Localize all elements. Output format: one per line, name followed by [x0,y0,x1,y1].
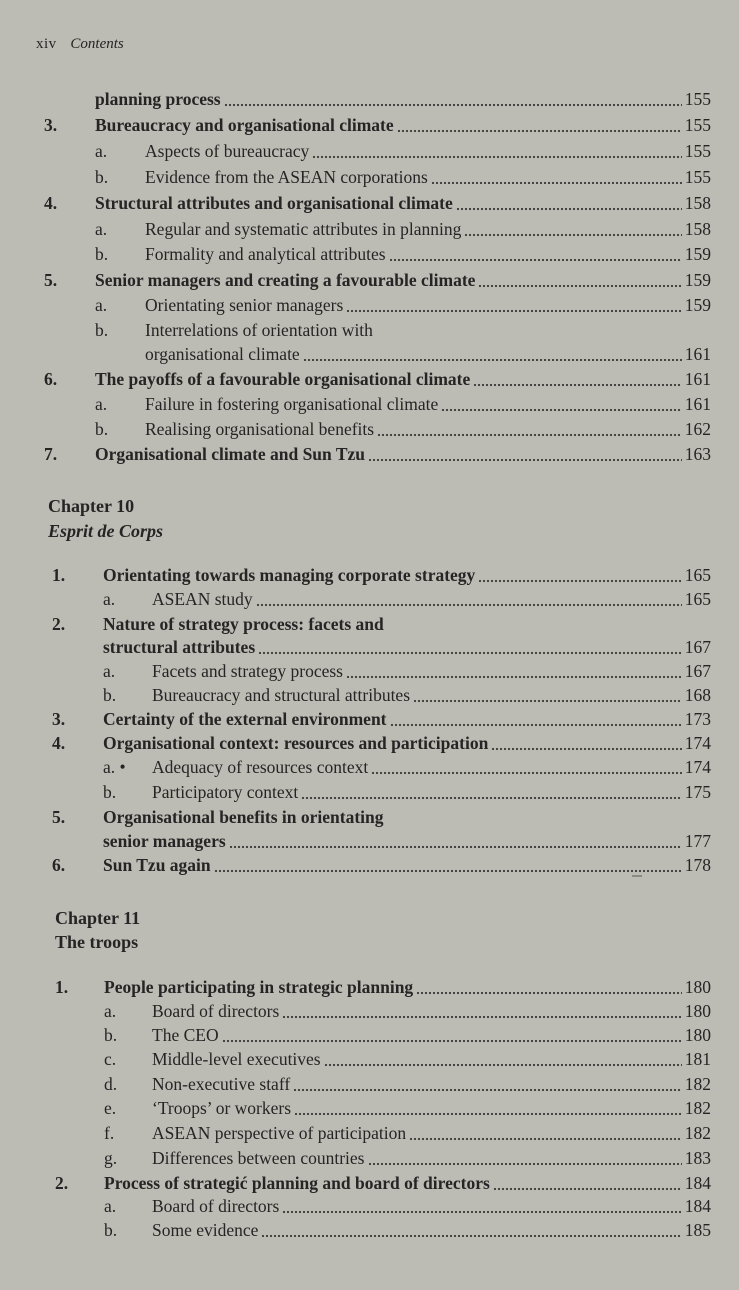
entry-number: a. [103,661,116,681]
entry-title: ASEAN study [152,589,253,609]
toc-entry [145,342,711,366]
entry-title: The payoffs of a favourable organisational climate [95,369,471,389]
entry-title: Aspects of bureaucracy [145,141,310,161]
entry-title: Middle-level executives [152,1049,321,1069]
entry-page-number: 174 [684,757,711,777]
entry-title: Senior managers and creating a favourable climate [95,270,476,290]
entry-page-number: 184 [684,1196,711,1216]
entry-number: 4. [52,733,66,753]
entry-number: 1. [52,565,66,585]
dot-leader [293,1086,682,1092]
entry-title: Evidence from the ASEAN corporations [145,167,428,187]
entry-page-number: 177 [684,831,711,851]
entry-page-number: 158 [684,193,711,213]
dot-leader [416,989,682,995]
entry-title: Non-executive staff [152,1074,291,1094]
toc-entry [103,659,711,683]
dot-leader [294,1110,682,1116]
toc-entry [103,829,711,853]
toc-entry [104,1146,711,1170]
entry-page-number: 165 [684,589,711,609]
entry-number: b. [103,685,117,705]
toc-entry [104,999,711,1023]
dot-leader [222,1037,682,1043]
toc-entry [44,442,711,466]
entry-title: Certainty of the external environment [103,709,387,729]
entry-title: Nature of strategy process: facets and [103,614,384,634]
entry-title: planning process [95,89,221,109]
entry-title: Orientating towards managing corporate strategy [103,565,476,585]
entry-title: ASEAN perspective of participation [152,1123,407,1143]
dot-leader [478,282,681,288]
toc-entry [52,563,711,587]
running-header [36,34,124,54]
entry-title: People participating in strategic planning [104,977,414,997]
entry-title: Differences between countries [152,1148,365,1168]
entry-title: Bureaucracy and structural attributes [152,685,411,705]
entry-page-number: 159 [684,244,711,264]
entry-number: a. [104,1001,117,1021]
entry-number: b. [103,782,117,802]
running-title: Contents [70,36,124,52]
dot-leader [493,1185,682,1191]
toc-entry [104,1047,711,1071]
entry-number: f. [104,1123,115,1143]
toc-entry [52,731,711,755]
dot-leader [256,601,682,607]
entry-number: b. [95,419,109,439]
dot-leader [431,179,682,185]
toc-entry [95,139,711,163]
toc-entry [44,367,711,391]
entry-page-number: 165 [684,565,711,585]
entry-title: senior managers [103,831,226,851]
dot-leader [282,1208,681,1214]
toc-entry [44,113,711,137]
dot-leader [301,794,681,800]
dot-leader [390,721,682,727]
entry-title: Bureaucracy and organisational climate [95,115,394,135]
entry-number: b. [104,1025,118,1045]
entry-page-number: 155 [684,89,711,109]
dot-leader [478,577,681,583]
toc-entry [95,318,711,342]
dot-leader [368,1160,682,1166]
entry-page-number: 155 [684,115,711,135]
entry-number: 7. [44,444,58,464]
entry-page-number: 161 [684,369,711,389]
entry-title: Board of directors [152,1001,280,1021]
entry-number: b. [95,167,109,187]
dot-leader [224,101,682,107]
toc-entry [104,1023,711,1047]
toc-entry [95,87,711,111]
entry-title: organisational climate [145,344,300,364]
dot-leader [346,307,681,313]
entry-number: 3. [44,115,58,135]
entry-number: e. [104,1098,117,1118]
toc-entry [95,165,711,189]
entry-number: a. [95,295,108,315]
entry-page-number: 168 [684,685,711,705]
entry-number: b. [104,1220,118,1240]
toc-entry [52,707,711,731]
dot-leader [346,673,682,679]
entry-page-number: 182 [684,1074,711,1094]
entry-title: Facets and strategy process [152,661,343,681]
entry-number: 4. [44,193,58,213]
entry-title: ‘Troops’ or workers [152,1098,292,1118]
toc-entry [95,392,711,416]
dot-leader [441,406,682,412]
entry-title: Adequacy of resources context [152,757,369,777]
entry-number: 5. [44,270,58,290]
entry-title: Organisational context: resources and participation [103,733,489,753]
entry-page-number: 180 [684,1025,711,1045]
dot-leader [377,431,682,437]
entry-number: 2. [52,614,66,634]
dot-leader [409,1135,682,1141]
toc-entry [104,1096,711,1120]
entry-page-number: 163 [684,444,711,464]
entry-number: b. [95,244,109,264]
chapter-10-heading: Chapter 10 [48,496,135,516]
entry-title: structural attributes [103,637,256,657]
toc-entry [95,293,711,317]
entry-page-number: 162 [684,419,711,439]
entry-number: a. • [103,757,126,777]
dot-leader [214,867,682,873]
toc-entry [95,417,711,441]
toc-entry [44,191,711,215]
entry-number: a. [95,141,108,161]
toc-entry [103,683,711,707]
dot-leader [368,456,682,462]
entry-number: 6. [52,855,66,875]
dot-leader [282,1013,681,1019]
entry-title: Organisational climate and Sun Tzu [95,444,366,464]
entry-page-number: 181 [684,1049,711,1069]
entry-number: a. [104,1196,117,1216]
dot-leader [473,381,681,387]
entry-page-number: 180 [684,1001,711,1021]
entry-number: a. [95,394,108,414]
toc-entry [95,217,711,241]
toc-entry [103,780,711,804]
toc-entry [44,268,711,292]
toc-entry [104,1218,711,1242]
entry-number: d. [104,1074,118,1094]
dot-leader [413,697,682,703]
entry-title: Realising organisational benefits [145,419,375,439]
entry-page-number: 173 [684,709,711,729]
dot-leader [312,153,682,159]
entry-number: 5. [52,807,66,827]
entry-number: 1. [55,977,69,997]
entry-page-number: 159 [684,295,711,315]
page-number: xiv [36,36,57,52]
entry-page-number: 178 [684,855,711,875]
dot-leader [371,769,682,775]
toc-entry [52,805,711,829]
entry-page-number: 175 [684,782,711,802]
entry-page-number: 161 [684,394,711,414]
entry-number: c. [104,1049,117,1069]
dot-leader [229,843,682,849]
entry-title: Sun Tzu again [103,855,211,875]
entry-page-number: 185 [684,1220,711,1240]
toc-entry [103,587,711,611]
entry-page-number: 182 [684,1098,711,1118]
entry-number: g. [104,1148,118,1168]
toc-entry [103,635,711,659]
entry-number: b. [95,320,109,340]
dot-leader [491,745,681,751]
toc-entry [104,1194,711,1218]
entry-page-number: 161 [684,344,711,364]
entry-page-number: 174 [684,733,711,753]
toc-entry [52,612,711,636]
entry-title: The CEO [152,1025,219,1045]
toc-entry [55,975,711,999]
entry-title: Orientating senior managers [145,295,344,315]
entry-number: 6. [44,369,58,389]
dot-leader [258,649,682,655]
entry-title: Some evidence [152,1220,259,1240]
dot-leader [397,127,682,133]
entry-number: 2. [55,1173,69,1193]
chapter-10-title: Esprit de Corps [48,521,164,541]
entry-page-number: 167 [684,661,711,681]
toc-entry [104,1072,711,1096]
entry-page-number: 155 [684,167,711,187]
dot-leader [324,1061,682,1067]
entry-title: Board of directors [152,1196,280,1216]
entry-title: Participatory context [152,782,299,802]
entry-page-number: 159 [684,270,711,290]
dot-leader [456,205,682,211]
entry-page-number: 182 [684,1123,711,1143]
entry-title: Formality and analytical attributes [145,244,386,264]
entry-page-number: 180 [684,977,711,997]
entry-page-number: 158 [684,219,711,239]
entry-page-number: 167 [684,637,711,657]
entry-number: a. [95,219,108,239]
toc-entry [104,1121,711,1145]
dot-leader [261,1232,681,1238]
entry-number: a. [103,589,116,609]
entry-number: 3. [52,709,66,729]
entry-page-number: 155 [684,141,711,161]
chapter-11-title: The troops [55,932,139,952]
toc-entry [103,755,711,779]
toc-entry [55,1171,711,1195]
entry-title: Organisational benefits in orientating [103,807,384,827]
dot-leader [303,356,682,362]
chapter-11-heading: Chapter 11 [55,908,141,928]
entry-page-number: 184 [684,1173,711,1193]
entry-title: Failure in fostering organisational climate [145,394,439,414]
dot-leader [464,231,681,237]
entry-title: Structural attributes and organisational climate [95,193,453,213]
toc-entry [95,242,711,266]
toc-entry [52,853,711,877]
entry-title: Regular and systematic attributes in planning [145,219,462,239]
entry-page-number: 183 [684,1148,711,1168]
entry-title: Interrelations of orientation with [145,320,373,340]
dot-leader [389,256,682,262]
entry-title: Process of strategić planning and board of directors [104,1173,490,1193]
